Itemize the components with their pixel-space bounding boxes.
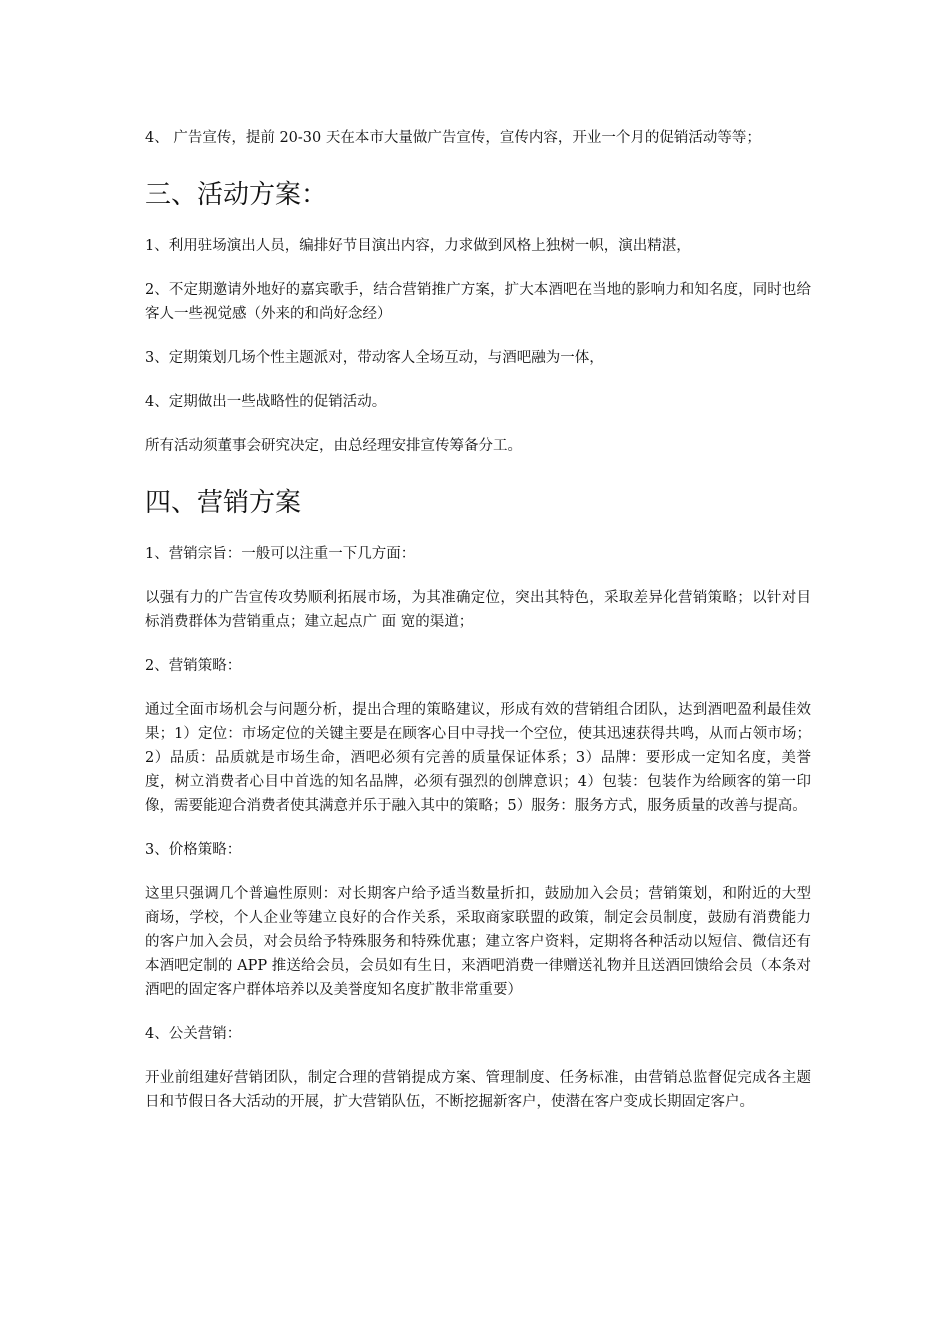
list-item-promotions: 4、定期做出一些战略性的促销活动。 [145, 394, 387, 410]
list-item-theme-parties: 3、定期策划几场个性主题派对，带动客人全场互动，与酒吧融为一体， [145, 350, 604, 366]
paragraph-board-decision: 所有活动须董事会研究决定，由总经理安排宣传筹备分工。 [145, 438, 522, 454]
heading-activity-plan: 三、活动方案： [145, 180, 328, 210]
subheading-marketing-strategy: 2、营销策略： [145, 658, 242, 674]
list-item-guest-singers: 2、不定期邀请外地好的嘉宾歌手，结合营销推广方案，扩大本酒吧在当地的影响力和知名度，同时也给客人一些视觉感（外来的和尚好念经） [145, 282, 811, 322]
paragraph-ad-promotion: 4、 广告宣传，提前 20-30 天在本市大量做广告宣传，宣传内容，开业一个月的促销活动等等； [145, 130, 761, 146]
heading-marketing-plan: 四、营销方案 [145, 488, 302, 518]
paragraph-marketing-purpose: 以强有力的广告宣传攻势顺利拓展市场，为其准确定位，突出其特色，采取差异化营销策略；以针对目标消费群体为营销重点；建立起点广 面 宽的渠道； [145, 590, 811, 630]
paragraph-pr-marketing: 开业前组建好营销团队，制定合理的营销提成方案、管理制度、任务标准，由营销总监督促完成各主题日和节假日各大活动的开展，扩大营销队伍，不断挖掘新客户，使潜在客户变成长期固定客户。 [145, 1070, 811, 1110]
list-item-performers: 1、利用驻场演出人员，编排好节目演出内容，力求做到风格上独树一帜，演出精湛， [145, 238, 691, 254]
subheading-marketing-purpose: 1、营销宗旨：一般可以注重一下几方面： [145, 546, 416, 562]
paragraph-marketing-strategy: 通过全面市场机会与问题分析，提出合理的策略建议，形成有效的营销组合团队，达到酒吧盈利最佳效果；1）定位：市场定位的关键主要是在顾客心目中寻找一个空位，使其迅速获得共鸣，从而占领市场；2）品质：品质就是市场生命，酒吧必须有完善的质量保证体系；3）品牌：要形成一定知名度，美誉度，树立消费者心目中首选的知名品牌，必须有强烈的创牌意识；4）包装：包装作为给顾客的第一印像，需要能迎合消费者使其满意并乐于融入其中的策略；5）服务：服务方式，服务质量的改善与提高。 [145, 702, 811, 814]
subheading-price-strategy: 3、价格策略： [145, 842, 242, 858]
document-body [145, 126, 811, 1114]
paragraph-price-strategy: 这里只强调几个普遍性原则：对长期客户给予适当数量折扣，鼓励加入会员；营销策划，和附近的大型商场，学校，个人企业等建立良好的合作关系，采取商家联盟的政策，制定会员制度，鼓励有消费能力的客户加入会员，对会员给予特殊服务和特殊优惠；建立客户资料，定期将各种活动以短信、微信还有本酒吧定制的 APP 推送给会员，会员如有生日，来酒吧消费一律赠送礼物并且送酒回馈给会员（本条对酒吧的固定客户群体培养以及美誉度知名度扩散非常重要） [145, 886, 811, 998]
subheading-pr-marketing: 4、公关营销： [145, 1026, 242, 1042]
